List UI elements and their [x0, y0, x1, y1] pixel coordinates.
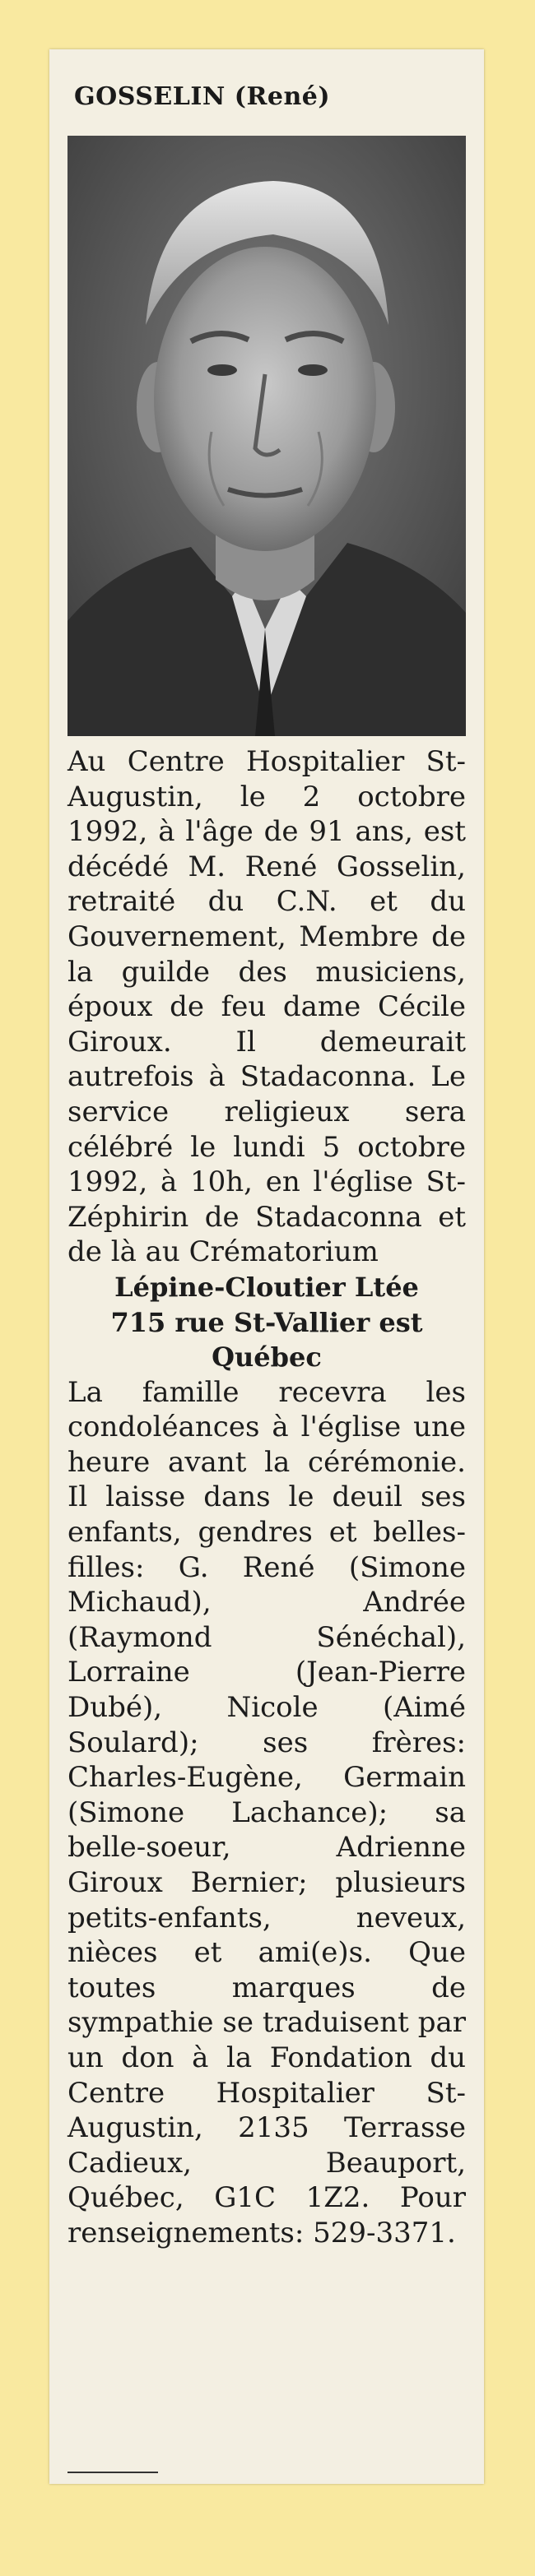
bottom-divider — [67, 2472, 158, 2473]
obituary-heading: GOSSELIN (René) — [74, 82, 331, 111]
obituary-paragraph-2: La famille recevra les condoléances à l'église une heure avant la cérémonie. Il laisse dans le deuil ses enfants, gendres et belles-filles: G. René (Simone Michaud), Andrée (Raymond Sénéchal), Lorraine (Jean-Pierre Dubé), Nicole (Aimé Soulard); ses frères: Charles-Eugène, Germain (Simone Lachance); sa belle-soeur, Adrienne Giroux Bernier; plusieurs petits-enfants, neveux, nièces et ami(e)s. Que toutes marques de sympathie se traduisent par un don à la Fondation du Centre Hospitalier St-Augustin, 2135 Terrasse Cadieux, Beauport, Québec, G1C 1Z2. Pour renseignements: 529-3371. — [67, 1375, 466, 2249]
portrait-photo — [67, 136, 466, 736]
obituary-clipping — [49, 49, 484, 2484]
obituary-paragraph-1: Au Centre Hospitalier St-Augustin, le 2 octobre 1992, à l'âge de 91 ans, est décédé M. René Gosselin, retraité du C.N. et du Gouvernement, Membre de la guilde des musiciens, époux de feu dame Cécile Giroux. Il demeurait autrefois à Stadaconna. Le service religieux sera célébré le lundi 5 octobre 1992, à 10h, en l'église St-Zéphirin de Stadaconna et de là au Crématorium — [67, 745, 466, 1269]
portrait-image — [67, 136, 466, 736]
funeral-home-name: Lépine-Cloutier Ltée — [114, 1271, 419, 1303]
funeral-home-address: 715 rue St-Vallier est — [110, 1306, 423, 1338]
obituary-body — [67, 744, 466, 2251]
funeral-home-city: Québec — [212, 1341, 322, 1374]
